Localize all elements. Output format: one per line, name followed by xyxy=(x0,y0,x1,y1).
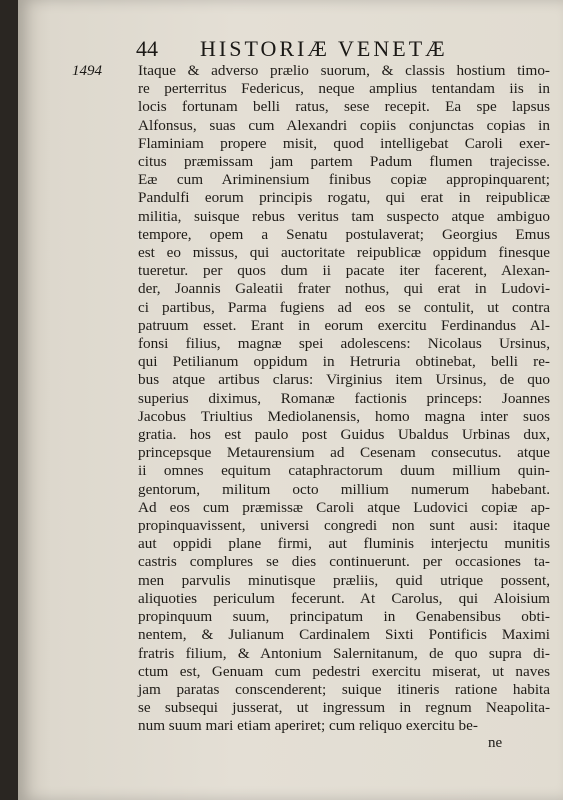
text-line: ii omnes equitum cataphractorum duum millium quin- xyxy=(138,462,550,480)
text-line: patruum esset. Erant in eorum exercitu Ferdinandus Al- xyxy=(138,316,550,334)
text-line: aut oppidi plane firmi, aut fluminis interjectu munitis xyxy=(138,535,550,553)
text-line: Alfonsus, suas cum Alexandri copiis conjunctas copias in xyxy=(138,116,550,134)
text-line: aliquoties periculum fecerunt. At Carolus, qui Aloisium xyxy=(138,589,550,607)
page-number: 44 xyxy=(136,36,158,61)
text-line: est eo missus, qui auctoritate reipublicæ oppidum finesque xyxy=(138,244,550,262)
text-line: der, Joannis Galeatii frater nothus, qui erat in Ludovi- xyxy=(138,280,550,298)
text-line: Ad eos cum præmissæ Caroli atque Ludovici copiæ ap- xyxy=(138,498,550,516)
page-header xyxy=(18,36,563,62)
text-line: tueretur. per quos dum ii pacate iter facerent, Alexan- xyxy=(138,262,550,280)
text-line: ctum est, Genuam cum pedestri exercitu miserat, ut naves xyxy=(138,662,550,680)
text-line: Jacobus Triultius Mediolanensis, homo magna inter suos xyxy=(138,407,550,425)
text-line: propinquavissent, universi congredi non sunt ausi: itaque xyxy=(138,517,550,535)
text-line: superius diximus, Romanæ factionis princeps: Joannes xyxy=(138,389,550,407)
text-line: se subsequi jusserat, ut ingressum in regnum Neapolita- xyxy=(138,699,550,717)
text-line: princepsque Metaurensium ad Cesenam consecutus. atque xyxy=(138,444,550,462)
body-text xyxy=(138,62,550,736)
text-line: jam paratas conscenderent; suique itineris ratione habita xyxy=(138,680,550,698)
text-line: Pandulfi eorum principis rogatu, qui erat in reipublicæ xyxy=(138,189,550,207)
text-line: re perterritus Federicus, neque amplius tentandam iis in xyxy=(138,80,550,98)
catchword: ne xyxy=(488,735,503,751)
text-line: ci partibus, Parma fugiens ad eos se contulit, ut contra xyxy=(138,298,550,316)
text-line: men parvulis minutisque præliis, quid utrique possent, xyxy=(138,571,550,589)
text-line: qui Petilianum oppidum in Hetruria obtinebat, belli re- xyxy=(138,353,550,371)
text-line: Flaminiam propere misit, quod intelligebat Caroli exer- xyxy=(138,134,550,152)
text-line: propinquum suum, principatum in Genabensibus obti- xyxy=(138,608,550,626)
text-line: militia, suisque rebus veritus tam suspecto atque ambiguo xyxy=(138,207,550,225)
text-line: fonsi filius, magnæ spei adolescens: Nicolaus Ursinus, xyxy=(138,335,550,353)
text-line: citus præmissam jam partem Padum flumen trajecisse. xyxy=(138,153,550,171)
text-line: locis fortunam belli ratus, sese recepit. Ea spe lapsus xyxy=(138,98,550,116)
text-line: num suum mari etiam aperiret; cum reliquo exercitu be- xyxy=(138,717,478,735)
book-page xyxy=(18,0,563,800)
text-line: bus atque artibus clarus: Virginius item Ursinus, de quo xyxy=(138,371,550,389)
running-title: HISTORIÆ VENETÆ xyxy=(200,36,448,61)
text-line: gratia. hos est paulo post Guidus Ubaldus Urbinas dux, xyxy=(138,426,550,444)
text-line: Eæ cum Ariminensium finibus copiæ appropinquarent; xyxy=(138,171,550,189)
text-line: fratris filium, & Antonium Salernitanum, de quo supra di- xyxy=(138,644,550,662)
text-line: castris complures se dies continuerunt. per occasiones ta- xyxy=(138,553,550,571)
text-line: Itaque & adverso prælio suorum, & classis hostium timo- xyxy=(138,62,550,79)
text-line: gentorum, militum octo millium numerum habebant. xyxy=(138,480,550,498)
margin-year-note: 1494 xyxy=(72,63,102,79)
text-line: tempore, opem a Senatu postulaverat; Georgius Emus xyxy=(138,225,550,243)
text-line: nentem, & Julianum Cardinalem Sixti Pontificis Maximi xyxy=(138,626,550,644)
